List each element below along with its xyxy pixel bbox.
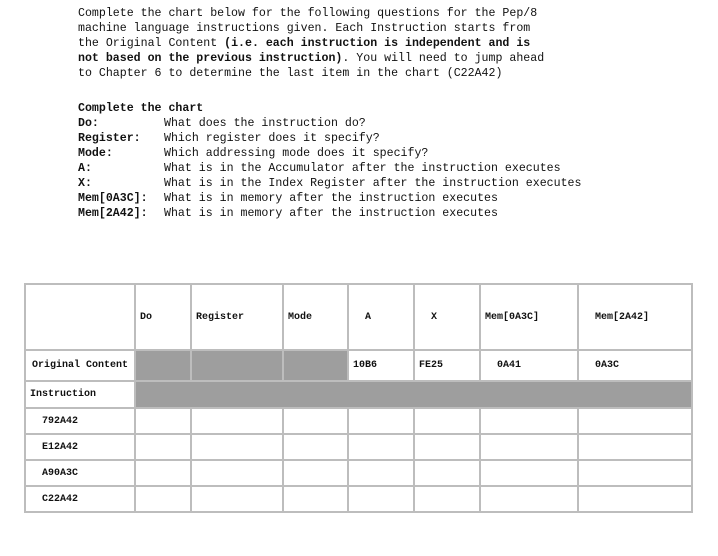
original-mem-0a3c-value: 0A41: [480, 350, 578, 381]
instruction-header-row: [25, 381, 692, 408]
answer-cell-mode[interactable]: [283, 408, 348, 434]
definition-row: [78, 146, 698, 161]
answer-cell-a[interactable]: [348, 486, 414, 512]
gray-cell: [283, 350, 348, 381]
definition-term: Mem[0A3C]:: [78, 192, 148, 205]
definition-row: [78, 191, 698, 206]
definition-row: [78, 131, 698, 146]
definition-term: Register:: [78, 132, 141, 145]
intro-line-4b: . You will need to jump ahead: [342, 52, 545, 65]
instruction-code: C22A42: [25, 486, 135, 512]
answer-cell-do[interactable]: [135, 408, 191, 434]
original-mem-2a42-value: 0A3C: [578, 350, 692, 381]
header-a: A: [348, 284, 414, 350]
answer-cell-mode[interactable]: [283, 434, 348, 460]
definition-desc: What is in memory after the instruction executes: [164, 192, 498, 205]
header-register: Register: [191, 284, 283, 350]
instruction-code: A90A3C: [25, 460, 135, 486]
answer-cell-x[interactable]: [414, 434, 480, 460]
answer-cell-mem-2a42[interactable]: [578, 408, 692, 434]
intro-line-3b: (i.e. each instruction is independent and is: [224, 37, 531, 50]
answer-cell-mem-2a42[interactable]: [578, 434, 692, 460]
intro-line-3a: the Original Content: [78, 37, 225, 50]
definition-list: [78, 116, 698, 221]
header-mem-2a42: Mem[2A42]: [578, 284, 692, 350]
header-mode: Mode: [283, 284, 348, 350]
definition-term: Mode:: [78, 147, 113, 160]
definition-row: [78, 161, 698, 176]
header-mem-0a3c: Mem[0A3C]: [480, 284, 578, 350]
answer-cell-mem-0a3c[interactable]: [480, 408, 578, 434]
definition-row: [78, 206, 698, 221]
answer-cell-mem-2a42[interactable]: [578, 486, 692, 512]
instruction-label: Instruction: [25, 381, 135, 408]
instructions-paragraph: [78, 6, 698, 81]
original-a-value: 10B6: [348, 350, 414, 381]
answer-cell-a[interactable]: [348, 434, 414, 460]
intro-line-1: Complete the chart below for the following questions for the Pep/8: [78, 7, 538, 20]
answer-cell-register[interactable]: [191, 486, 283, 512]
gray-cell: [135, 350, 191, 381]
definition-term: Do:: [78, 117, 99, 130]
answer-cell-x[interactable]: [414, 408, 480, 434]
definition-term: A:: [78, 162, 92, 175]
answer-cell-mem-2a42[interactable]: [578, 460, 692, 486]
answer-cell-do[interactable]: [135, 434, 191, 460]
intro-line-5: to Chapter 6 to determine the last item in the chart (C22A42): [78, 67, 503, 80]
definition-term: X:: [78, 177, 92, 190]
header-row: [25, 284, 692, 350]
definition-desc: What is in the Accumulator after the instruction executes: [164, 162, 561, 175]
definition-desc: Which register does it specify?: [164, 132, 380, 145]
intro-line-2: machine language instructions given. Each Instruction starts from: [78, 22, 531, 35]
answer-cell-mode[interactable]: [283, 486, 348, 512]
original-x-value: FE25: [414, 350, 480, 381]
header-corner: [25, 284, 135, 350]
answer-cell-a[interactable]: [348, 460, 414, 486]
header-x: X: [414, 284, 480, 350]
table-row: [25, 460, 692, 486]
answer-cell-do[interactable]: [135, 486, 191, 512]
table-row: [25, 408, 692, 434]
answer-cell-mem-0a3c[interactable]: [480, 434, 578, 460]
header-do: Do: [135, 284, 191, 350]
original-content-label: Original Content: [25, 350, 135, 381]
definition-row: [78, 116, 698, 131]
definition-row: [78, 176, 698, 191]
instruction-chart-table: [24, 283, 693, 513]
answer-cell-mem-0a3c[interactable]: [480, 460, 578, 486]
answer-cell-do[interactable]: [135, 460, 191, 486]
answer-cell-mode[interactable]: [283, 460, 348, 486]
definition-desc: What is in the Index Register after the instruction executes: [164, 177, 582, 190]
answer-cell-register[interactable]: [191, 408, 283, 434]
gray-band: [135, 381, 692, 408]
instruction-code: E12A42: [25, 434, 135, 460]
definition-desc: What does the instruction do?: [164, 117, 366, 130]
section-title: Complete the chart: [78, 102, 204, 115]
definition-desc: Which addressing mode does it specify?: [164, 147, 429, 160]
answer-cell-x[interactable]: [414, 486, 480, 512]
intro-line-4a: not based on the previous instruction): [78, 52, 343, 65]
answer-cell-register[interactable]: [191, 434, 283, 460]
definition-desc: What is in memory after the instruction executes: [164, 207, 498, 220]
answer-cell-register[interactable]: [191, 460, 283, 486]
answer-cell-a[interactable]: [348, 408, 414, 434]
instruction-code: 792A42: [25, 408, 135, 434]
original-content-row: [25, 350, 692, 381]
table-row: [25, 434, 692, 460]
table-row: [25, 486, 692, 512]
answer-cell-mem-0a3c[interactable]: [480, 486, 578, 512]
definition-term: Mem[2A42]:: [78, 207, 148, 220]
answer-cell-x[interactable]: [414, 460, 480, 486]
gray-cell: [191, 350, 283, 381]
